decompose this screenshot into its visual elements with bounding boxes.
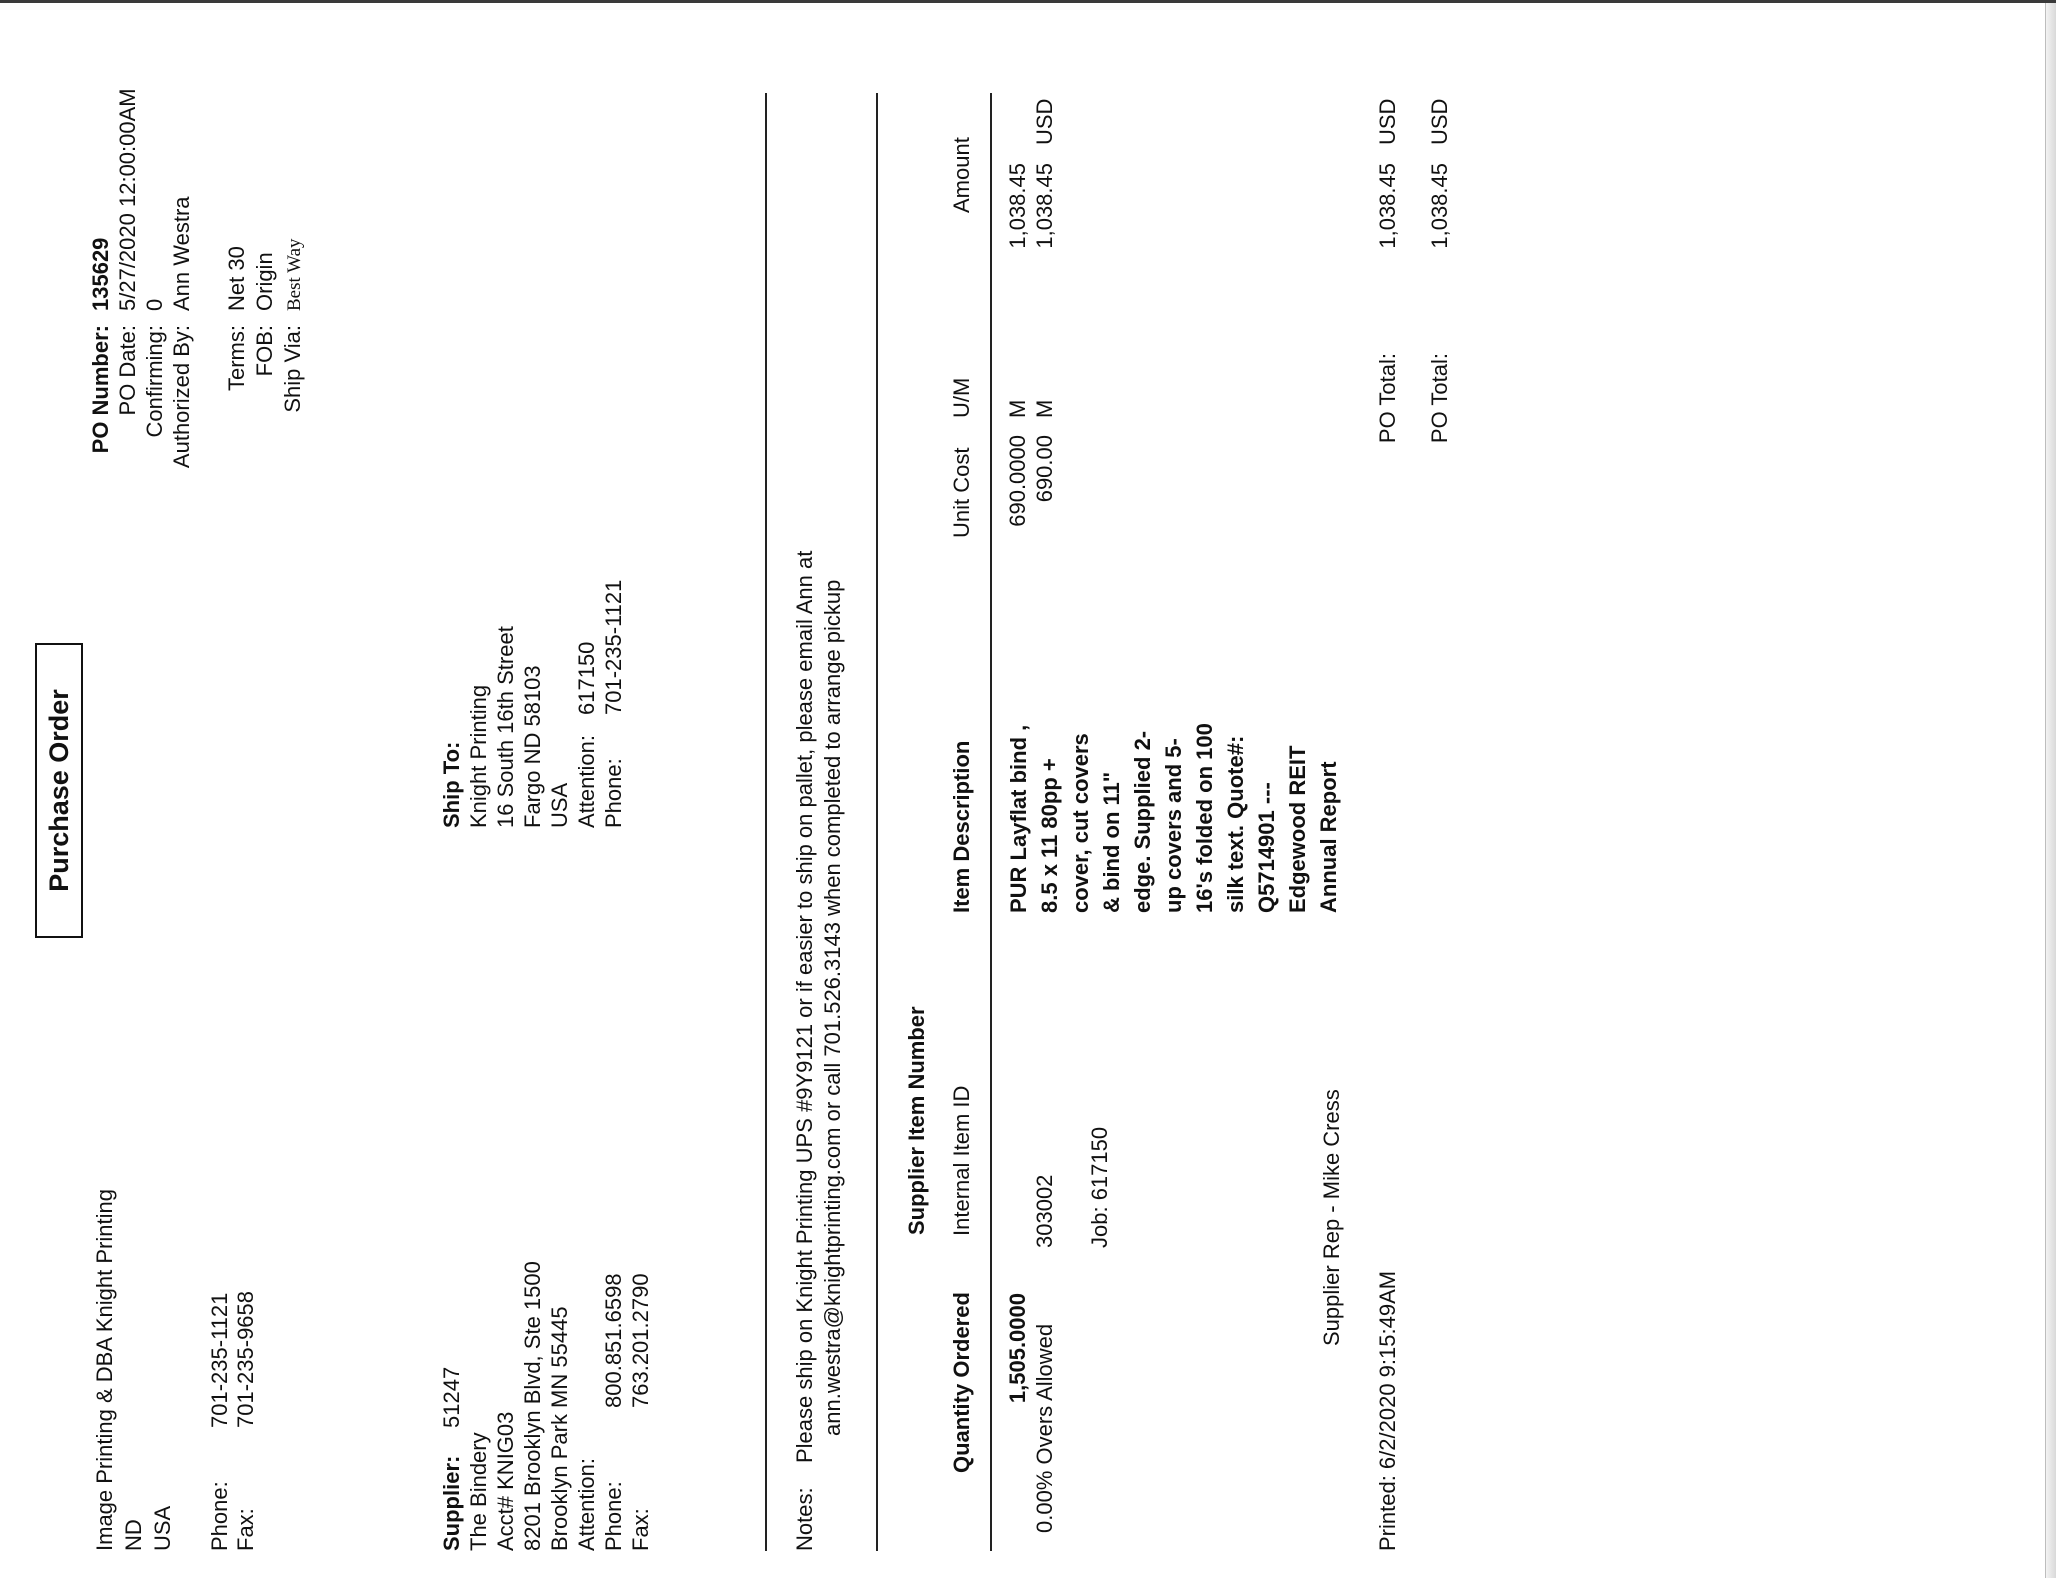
purchase-order-page	[0, 3, 2040, 1563]
printed-timestamp: Printed: 6/2/2020 9:15:49AM	[1375, 1270, 1400, 1551]
row-amount-2: 1,038.45	[1032, 163, 1057, 249]
page-title: Purchase Order	[35, 643, 83, 938]
row-overs-allowed: 0.00% Overs Allowed	[1032, 1323, 1057, 1533]
buyer-phone-label: Phone:	[207, 1481, 232, 1551]
po-total-currency-2: USD	[1427, 98, 1452, 145]
ship-to-name: Knight Printing	[466, 684, 491, 828]
fob-value: Origin	[252, 252, 277, 311]
supplier-phone: 800.851.6598	[601, 1273, 626, 1408]
supplier-name: The Bindery	[466, 1432, 491, 1551]
po-date: 5/27/2020 12:00:00AM	[115, 88, 140, 311]
header-um: U/M	[949, 377, 974, 418]
supplier-rep: Supplier Rep - Mike Cress	[1319, 1089, 1344, 1346]
row-job-number: Job: 617150	[1087, 1126, 1112, 1248]
buyer-state: ND	[121, 1519, 146, 1551]
row-um-2: M	[1032, 399, 1057, 418]
notes-line-2: ann.westra@knightprinting.com or call 701.526.3143 when completed to arrange pickup	[820, 579, 845, 1436]
buyer-fax: 701-235-9658	[233, 1290, 258, 1428]
ship-to-label: Ship To:	[439, 741, 464, 828]
row-unit-cost-1: 690.0000	[1005, 435, 1030, 527]
ship-to-attention-label: Attention:	[574, 735, 599, 828]
ship-to-address-2: Fargo ND 58103	[520, 665, 545, 828]
confirming-value: 0	[142, 298, 167, 311]
po-total-1: 1,038.45	[1375, 163, 1400, 249]
buyer-country: USA	[150, 1505, 175, 1551]
authorized-by-value: Ann Westra	[169, 196, 194, 311]
header-item-description: Item Description	[949, 740, 974, 913]
po-total-currency-1: USD	[1375, 98, 1400, 145]
header-amount: Amount	[949, 137, 974, 213]
po-total-label-2: PO Total:	[1427, 353, 1452, 444]
ship-via-label: Ship Via:	[280, 325, 305, 413]
ship-to-address-1: 16 South 16th Street	[493, 626, 518, 828]
row-unit-cost-2: 690.00	[1032, 435, 1057, 503]
supplier-phone-label: Phone:	[601, 1481, 626, 1551]
buyer-fax-label: Fax:	[233, 1508, 258, 1551]
po-number: 135629	[88, 237, 113, 311]
supplier-id: 51247	[439, 1366, 464, 1428]
notes-label: Notes:	[792, 1487, 817, 1551]
row-currency-2: USD	[1032, 98, 1057, 145]
supplier-acct: Acct# KNIG03	[493, 1411, 518, 1551]
authorized-by-label: Authorized By:	[169, 325, 194, 469]
confirming-label: Confirming:	[142, 325, 167, 438]
ship-via-value: Best Way	[284, 238, 305, 311]
page-edge	[2045, 3, 2056, 1578]
row-amount-1: 1,038.45	[1005, 163, 1030, 249]
po-total-label-1: PO Total:	[1375, 353, 1400, 444]
supplier-address-2: Brooklyn Park MN 55445	[547, 1306, 572, 1551]
ship-to-phone-label: Phone:	[601, 758, 626, 828]
po-number-label: PO Number:	[88, 325, 113, 454]
po-total-2: 1,038.45	[1427, 163, 1452, 249]
header-quantity-ordered: Quantity Ordered	[949, 1292, 974, 1473]
divider-header	[990, 93, 992, 1551]
divider-top	[765, 93, 767, 1551]
supplier-fax: 763.201.2790	[628, 1273, 653, 1408]
ship-to-phone: 701-235-1121	[601, 579, 626, 715]
row-um-1: M	[1005, 399, 1030, 418]
buyer-name: Image Printing & DBA Knight Printing	[92, 1189, 117, 1551]
po-date-label: PO Date:	[115, 325, 140, 416]
row-internal-id: 303002	[1032, 1174, 1057, 1248]
supplier-attention-label: Attention:	[574, 1458, 599, 1551]
row-quantity: 1,505.0000	[1005, 1293, 1030, 1404]
notes-line-1: Please ship on Knight Printing UPS #9Y9121 or if easier to ship on pallet, please email Ann at	[792, 550, 817, 1463]
ship-to-country: USA	[547, 782, 572, 828]
supplier-address-1: 8201 Brooklyn Blvd, Ste 1500	[520, 1261, 545, 1551]
ship-to-attention: 617150	[574, 641, 599, 715]
header-internal-item-id: Internal Item ID	[949, 1085, 974, 1236]
terms-value: Net 30	[224, 246, 249, 311]
header-unit-cost: Unit Cost	[949, 447, 974, 538]
buyer-phone: 701-235-1121	[207, 1292, 232, 1428]
supplier-fax-label: Fax:	[628, 1508, 653, 1551]
terms-label: Terms:	[224, 325, 249, 391]
row-item-description: PUR Layflat bind , 8.5 x 11 80pp + cover, cut covers & bind on 11" edge. Supplied 2-up covers and 5-16's folded on 100 silk text. Quote#: Q5714901 --- Edgewood REIT Annual Report	[1006, 723, 1341, 913]
fob-label: FOB:	[252, 325, 277, 377]
supplier-label: Supplier:	[439, 1455, 464, 1551]
divider-mid	[876, 93, 878, 1551]
header-supplier-item-number: Supplier Item Number	[904, 1006, 929, 1235]
